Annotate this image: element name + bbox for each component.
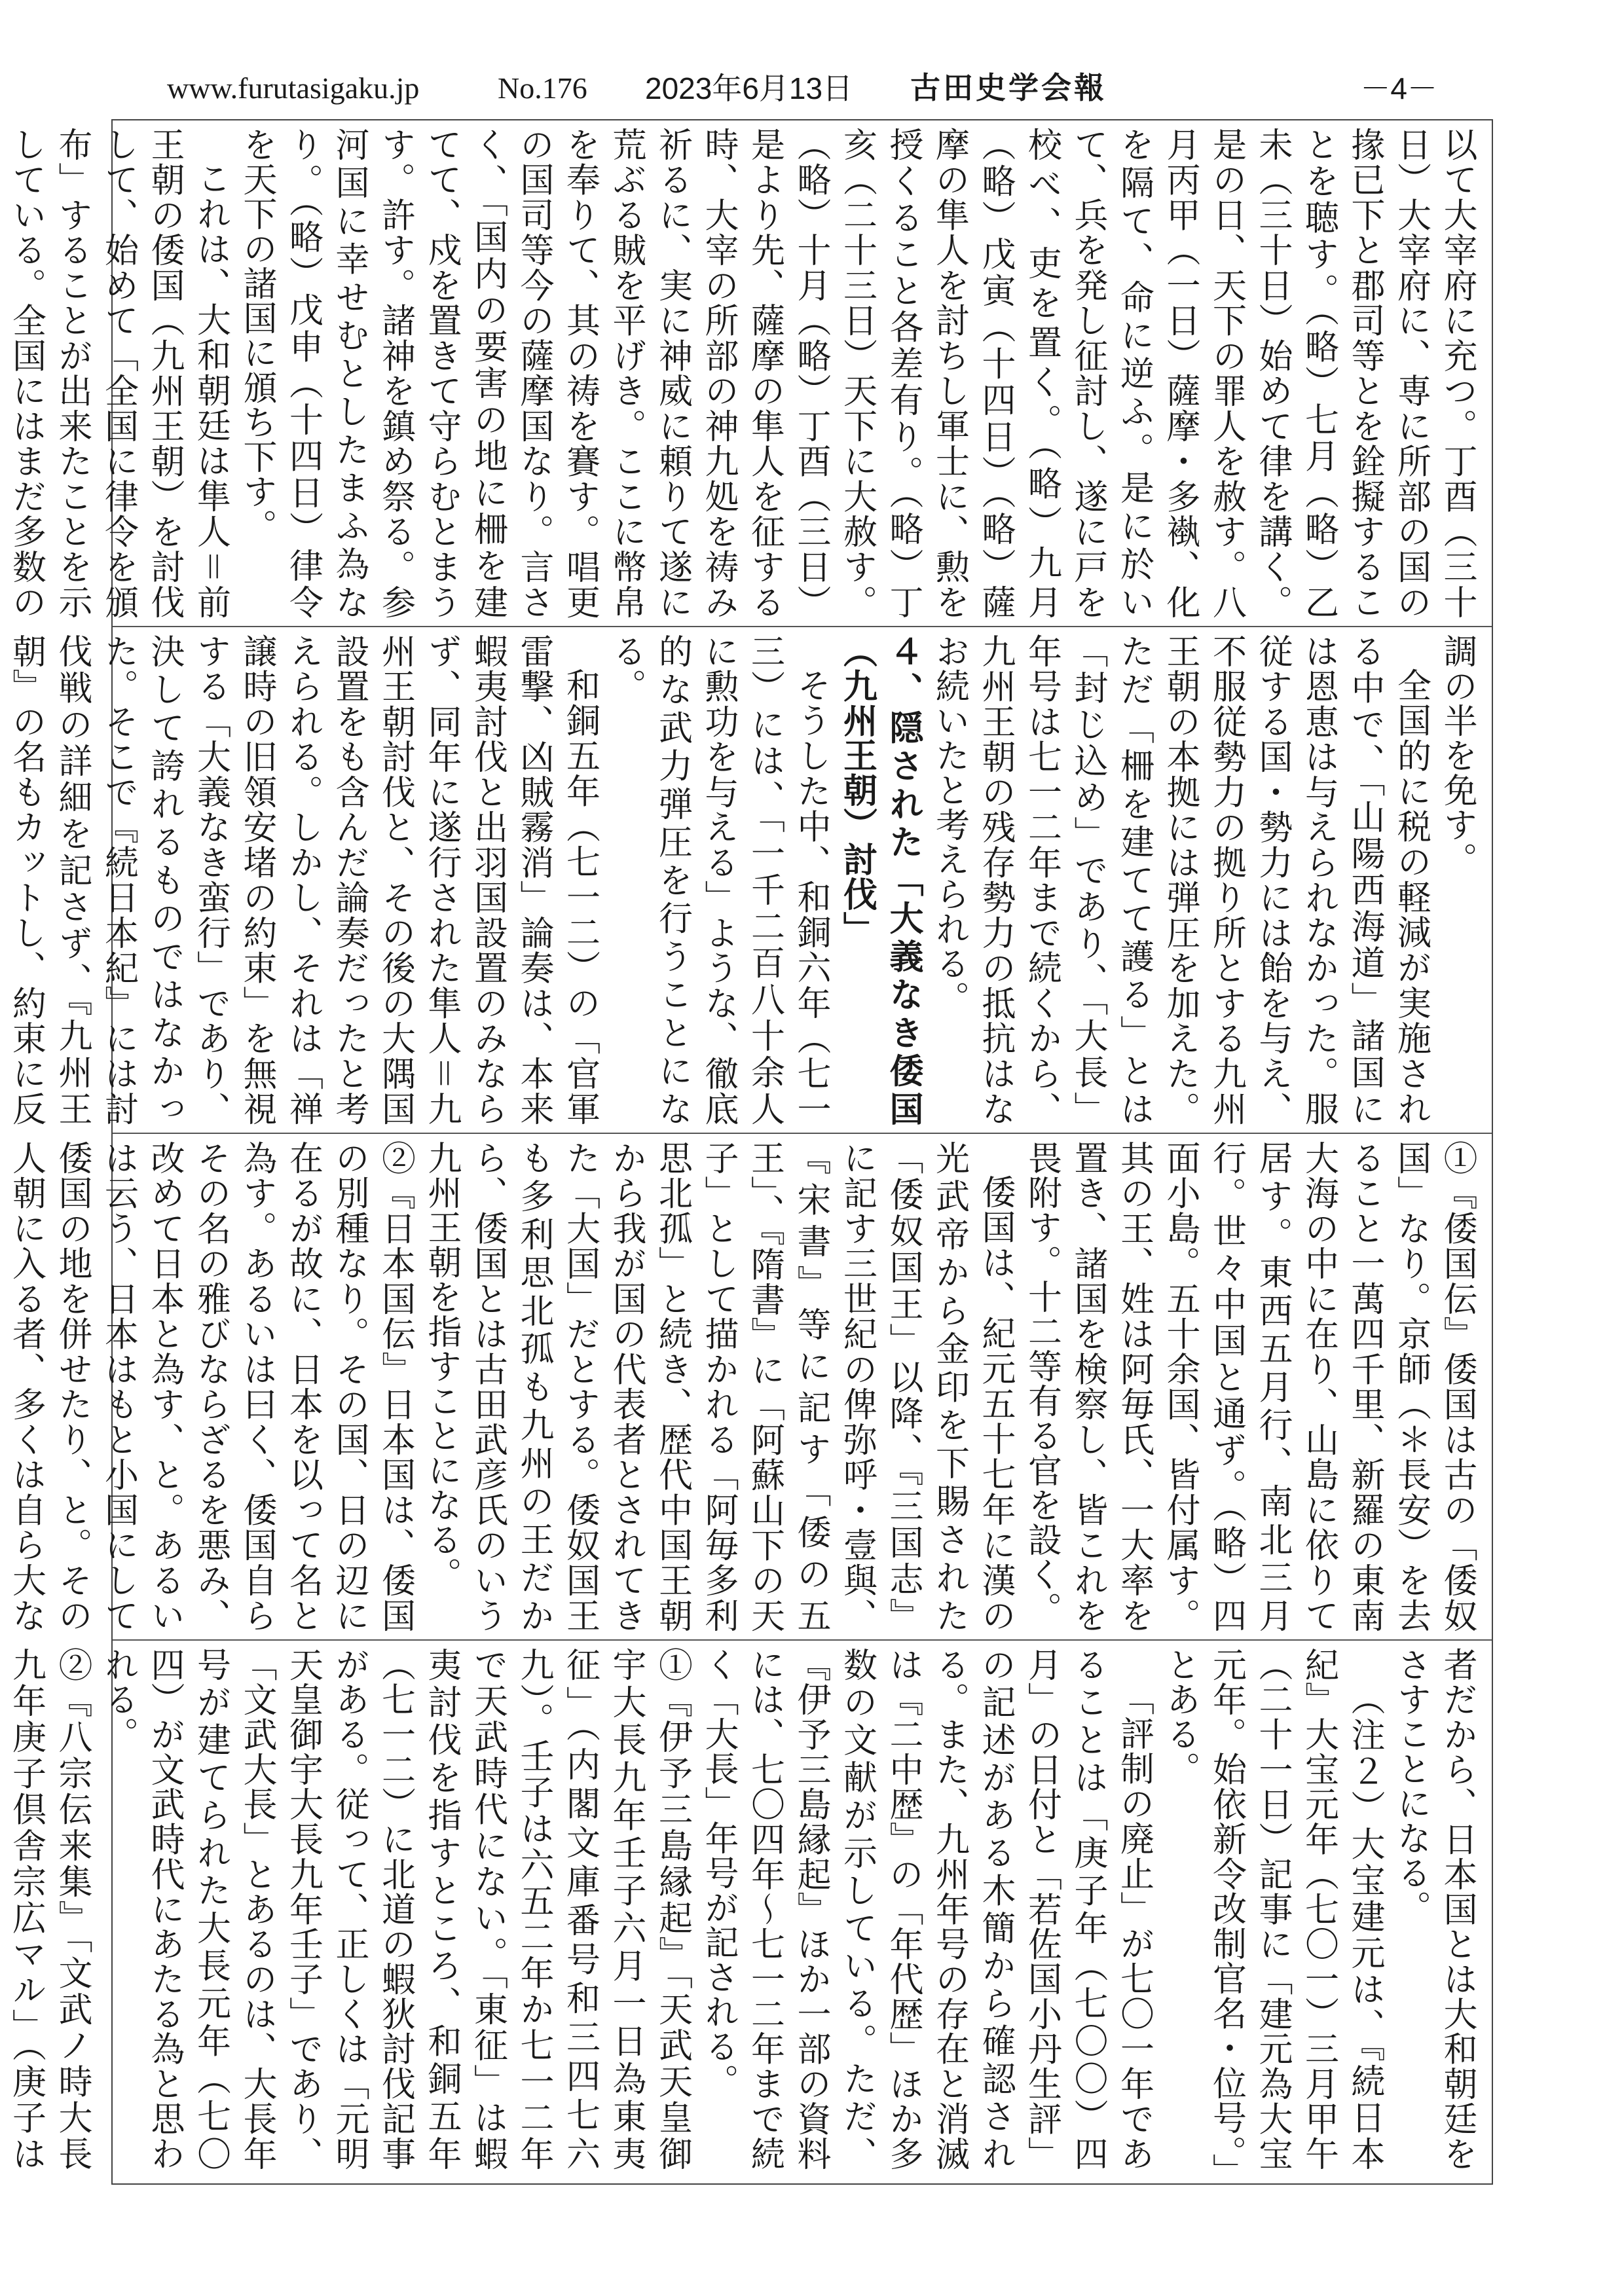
band-divider — [113, 1639, 1492, 1641]
paragraph: ②『日本国伝』日本国は、倭国の別種なり。その国、日の辺に在るが故に、日本を以って名と為す。あるいは曰く、倭国自らその名の雅びならざるを悪み、改めて日本と為す、と。あるいは云う、日本はもと小国にして倭国の地を併せたり、と。その人朝に入る者、多くは自ら大な — [6, 1140, 415, 1633]
paragraph: （注２）大宝建元は、『続日本紀』大宝元年（七〇一）三月甲午（二十一日）記事に「建元為大宝元年。始依新令改制官名・位号。」とある。 — [1160, 1647, 1384, 2171]
band-divider — [113, 626, 1492, 627]
paragraph: 者だから、日本国とは大和朝廷をさすことになる。 — [1391, 1647, 1477, 2171]
paragraph: 全国的に税の軽減が実施される中で、「山陽西海道」諸国には恩恵は与えられなかった。服従する国・勢力には飴を与え、不服従勢力の拠り所とする九州王朝の本拠には弾圧を加えた。ただ「柵を建てて護る」とは「封じ込め」であり、「大長」年号は七一二年まで続くから、九州王朝の残存勢力の抵抗はなお続いたと考えられる。 — [929, 634, 1431, 1126]
paragraph: ②『八宗伝来集』「文武ノ時大長九年庚子倶舎宗広マル」（庚子は — [6, 1647, 92, 2171]
paragraph: 「評制の廃止」が七〇一年であることは「庚子年（七〇〇）四月」の日付と「若佐国小丹生評」の記述がある木簡から確認される。また、九州年号の存在と消滅は『二中歴』の「年代歴」ほか多数の文献が示している。ただ、『伊予三島縁起』ほか一部の資料には、七〇四年～七一二年まで続く「大長」年号が記される。 — [699, 1647, 1154, 2172]
header-publication: 古田史学会報 — [910, 71, 1107, 105]
paragraph: 倭国は、紀元五十七年に漢の光武帝から金印を下賜された「倭奴国王」以降、『三国志』に記す三世紀の俾弥呼・壹與、『宋書』等に記す「倭の五王」、『隋書』に「阿蘇山下の天子」として描かれる「阿毎多利思北孤」と続き、歴代中国王朝から我が国の代表者とされてきた「大国」だとする。倭奴国王も多利思北孤も九州の王だから、倭国とは古田武彦氏のいう九州王朝を指すことになる。 — [422, 1140, 1015, 1633]
article-frame — [6, 119, 1493, 2185]
paragraph: 和銅五年（七一二）の「官軍雷撃、凶賊霧消」論奏は、本来蝦夷討伐と出羽国設置のみならず、同年に遂行された隼人＝九州王朝討伐と、その後の大隅国設置をも含んだ論奏だったと考えられる。しかし、それは「禅譲時の旧領安堵の約束」を無視する「大義なき蛮行」であり、決して誇れるものではなかった。そこで『続日本紀』には討伐戦の詳細を記さず、『九州王朝』の名もカットし、約束に反 — [6, 634, 600, 1126]
paragraph: 以て大宰府に充つ。丁酉（三十日）大宰府に、専に所部の国の掾已下と郡司等とを銓擬することを聴す。（略）七月（略）乙未（三十日）始めて律を講く。是の日、天下の罪人を赦す。八月丙甲（一日）薩摩・多褹、化を隔て、命に逆ふ。是に於いて、兵を発し征討し、遂に戸を校べ、吏を置く。（略）九月（略）戊寅（十四日）（略）薩摩の隼人を討ちし軍士に、勲を授くること各差有り。（略）丁亥（二十三日）天下に大赦す。（略）十月（略）丁酉（三日）是より先、薩摩の隼人を征する時、大宰の所部の神九処を祷み祈るに、実に神威に頼りて遂に荒ぶる賊を平げき。ここに幣帛を奉りて、其の祷を賽す。唱更の国司等今の薩摩国なり。言さく、「国内の要害の地に柵を建てて、戍を置きて守らむとまうす。許す。諸神を鎮め祭る。参河国に幸せむとしたまふ為なり。（略）戊申（十四日）律令を天下の諸国に頒ち下す。 — [237, 127, 1477, 619]
header-issue-number: No.176 — [498, 71, 587, 105]
paragraph: 調の半を免す。 — [1437, 634, 1477, 877]
paragraph: これは、大和朝廷は隼人＝前王朝の倭国（九州王朝）を討伐して、始めて「全国に律令を頒布」することが出来たことを示している。全国にはまだ多数の — [6, 127, 231, 619]
header-date: 2023年6月13日 — [645, 71, 853, 105]
text-band-3 — [6, 1140, 1480, 1633]
paragraph: ①『伊予三島縁起』「天武天皇御宇大長九年壬子六月一日為東夷征」（内閣文庫番号和三四七六九）。壬子は六五二年か七一二年で天武時代にない。「東征」は蝦夷討伐を指すところ、和銅五年（七一二）に北道の蝦狄討伐記事がある。従って、正しくは「元明天皇御宇大長九年壬子」であり、「文武大長」とあるのは、大長年号が建てられた大長元年（七〇四）が文武時代にあたる為と思われる。 — [98, 1647, 692, 2172]
header-url: www.furutasigaku.jp — [167, 71, 420, 105]
text-band-2 — [6, 634, 1480, 1126]
header-page-number: －4－ — [1360, 71, 1437, 105]
paragraph: ①『倭国伝』倭国は古の「倭奴国」なり。京師（＊長安）を去ること一萬四千里、新羅の東南大海の中に在り、山島に依りて居す。東西五月行、南北三月行。世々中国と通ず。（略）四面小島。五十余国、皆付属す。其の王、姓は阿毎氏、一大率を置き、諸国を検察し、皆これを畏附す。十二等有る官を設く。 — [1022, 1140, 1477, 1633]
text-band-1 — [6, 127, 1480, 619]
page-header — [167, 65, 1437, 111]
section-heading: ４、隠された「大義なき倭国（九州王朝）討伐」 — [837, 634, 923, 1126]
band-divider — [113, 1133, 1492, 1134]
paragraph: そうした中、和銅六年（七一三）には、「一千二百八十余人に勲功を与える」ような、徹底的な武力弾圧を行うことになる。 — [606, 634, 830, 1126]
text-band-4 — [6, 1647, 1480, 2172]
